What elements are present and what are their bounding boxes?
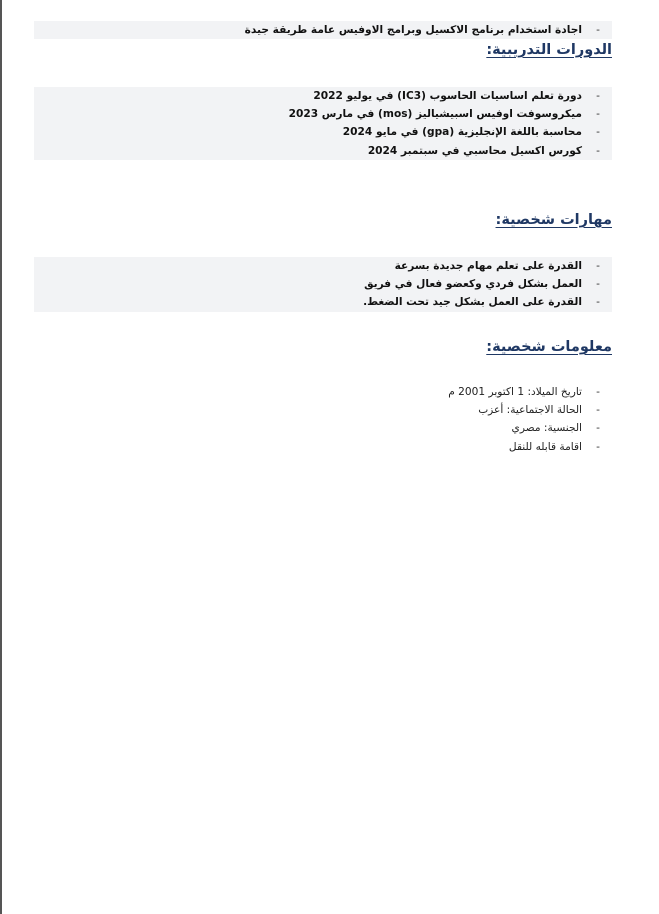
bullet-dash: - bbox=[596, 24, 600, 36]
bullet-dash: - bbox=[596, 90, 600, 102]
bullet-dash: - bbox=[596, 422, 600, 435]
list-item bbox=[34, 419, 612, 437]
bullet-dash: - bbox=[596, 126, 600, 139]
list-item bbox=[34, 257, 612, 275]
skills-heading: مهارات شخصية: bbox=[495, 212, 612, 228]
item-text: القدرة على تعلم مهام جديدة بسرعة bbox=[394, 260, 582, 272]
bullet-dash: - bbox=[596, 260, 600, 272]
courses-section bbox=[34, 40, 612, 60]
item-text: ميكروسوفت اوفيس اسبيشياليز (mos) في مارس 2023 bbox=[288, 108, 582, 121]
personal-heading: معلومات شخصية: bbox=[486, 339, 612, 355]
top-item-list bbox=[34, 21, 612, 39]
item-text: الجنسية: مصري bbox=[511, 422, 582, 435]
list-item bbox=[34, 275, 612, 293]
bullet-dash: - bbox=[596, 386, 600, 398]
courses-list-wrap bbox=[34, 87, 612, 160]
bullet-dash: - bbox=[596, 108, 600, 121]
list-item bbox=[34, 87, 612, 105]
item-text: العمل بشكل فردي وكعضو فعال في فريق bbox=[364, 278, 582, 291]
personal-section bbox=[34, 337, 612, 357]
list-item bbox=[34, 401, 612, 419]
item-text: كورس اكسيل محاسبي في سبتمبر 2024 bbox=[367, 144, 582, 157]
list-item bbox=[34, 142, 612, 160]
personal-list bbox=[34, 383, 612, 456]
list-item bbox=[34, 123, 612, 141]
item-text: دورة تعلم اساسيات الحاسوب (IC3) في يوليو 2022 bbox=[313, 90, 582, 102]
courses-list bbox=[34, 87, 612, 160]
list-item bbox=[34, 21, 612, 39]
item-text: القدرة على العمل بشكل جيد تحت الضغط. bbox=[363, 296, 582, 309]
top-item-section bbox=[34, 21, 612, 39]
bullet-dash: - bbox=[596, 296, 600, 309]
list-item bbox=[34, 383, 612, 401]
courses-heading: الدورات التدريبية: bbox=[486, 42, 612, 58]
bullet-dash: - bbox=[596, 440, 600, 453]
list-item bbox=[34, 438, 612, 456]
list-item bbox=[34, 293, 612, 311]
skills-list bbox=[34, 257, 612, 312]
item-text: تاريخ الميلاد: 1 اكتوبر 2001 م bbox=[448, 386, 582, 398]
item-text: محاسبة باللغة الإنجليزية (gpa) في مايو 2024 bbox=[342, 126, 582, 139]
bullet-dash: - bbox=[596, 144, 600, 157]
skills-list-wrap bbox=[34, 257, 612, 312]
skills-section bbox=[34, 210, 612, 230]
page-left-border bbox=[0, 0, 2, 914]
personal-list-wrap bbox=[34, 383, 612, 456]
item-text: الحالة الاجتماعية: أعزب bbox=[478, 404, 582, 417]
bullet-dash: - bbox=[596, 404, 600, 417]
list-item bbox=[34, 105, 612, 123]
bullet-dash: - bbox=[596, 278, 600, 291]
item-text: اجادة استخدام برنامج الاكسيل وبرامج الاوفيس عامة طريقة جيدة bbox=[244, 24, 582, 36]
item-text: اقامة قابله للنقل bbox=[508, 440, 582, 453]
